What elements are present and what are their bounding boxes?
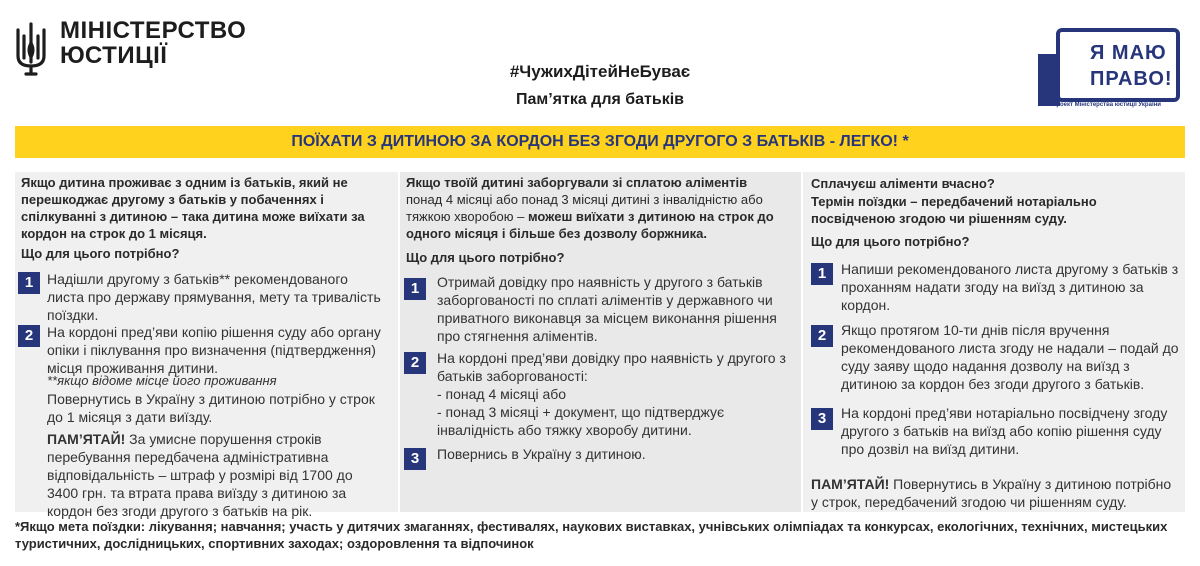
col2-step3-number: 3	[404, 448, 426, 470]
col3-needed: Що для цього потрібно?	[811, 234, 970, 249]
headline-banner: ПОЇХАТИ З ДИТИНОЮ ЗА КОРДОН БЕЗ ЗГОДИ ДРУГОГО З БАТЬКІВ - ЛЕГКО! *	[15, 126, 1185, 158]
col3-step3-number: 3	[811, 408, 833, 430]
col3-step1-number: 1	[811, 263, 833, 285]
col2-intro-bold-1: Якщо твоїй дитині заборгували зі сплатою аліментів	[406, 175, 748, 190]
col3-step3-text: На кордоні пред’яви нотаріально посвідчену згоду другого з батьків на виїзд або копію рішення суду про дозвіл на виїзд дитини.	[841, 405, 1168, 457]
col2-intro-bold-2: можеш виїхати з дитиною на строк до одного місяця і більше без дозволу боржника.	[406, 209, 774, 241]
column-one-parent	[15, 172, 398, 519]
col3-step2-text: Якщо протягом 10-ти днів після вручення рекомендованого листа згоду не надали – подай до суду заяву щодо надання дозволу на виїзд з дитиною за кордон без згоди другого з батьків.	[841, 322, 1179, 392]
col3-step1-text: Напиши рекомендованого листа другому з батьків з проханням надати згоду на виїзд з дитиною за кордон.	[841, 261, 1179, 313]
ministry-name	[60, 18, 246, 68]
col3-remember	[811, 475, 1181, 511]
column-alimony-paid	[803, 172, 1185, 512]
col1-step1-text: Надішли другому з батьків** рекомендованого листа про державу прямування, мету та тривалість поїздки.	[47, 271, 381, 323]
col1-step2-number: 2	[18, 325, 40, 347]
col2-step2-number: 2	[404, 352, 426, 374]
logo-frame	[1056, 28, 1180, 102]
page-subtitle: Пам’ятка для батьків	[515, 91, 685, 108]
col1-step2-text: На кордоні пред’яви копію рішення суду або органу опіки і піклування про визначення (підтвердження) місця проживання дитини.	[47, 324, 381, 376]
col2-needed: Що для цього потрібно?	[406, 250, 565, 265]
col2-step2-item-a: - понад 4 місяці або	[437, 386, 567, 402]
col2-step1-text: Отримай довідку про наявність у другого з батьків заборгованості по сплаті аліментів у державного чи приватного виконавця за місцем виконання рішення про стягнення аліментів.	[437, 274, 777, 344]
hashtag: #ЧужихДітейНеБуває	[509, 62, 691, 81]
page-header	[0, 0, 1200, 120]
col1-step2-note: **якщо відоме місце його проживання	[47, 373, 277, 388]
col3-remember-label: ПАМ’ЯТАЙ!	[811, 476, 890, 492]
project-logo	[1038, 24, 1188, 114]
col1-intro: Якщо дитина проживає з одним із батьків, який не перешкоджає другому з батьків у побаченнях і спілкуванні з дитиною – така дитина може виїхати за кордон на строк до 1 місяця.	[21, 175, 365, 241]
footnote: *Якщо мета поїздки: лікування; навчання; участь у дитячих змаганнях, фестивалях, наукових виставках, учнівських олімпіадах та конкурсах, екологічних, технічних, мистецьких туристичних, дослідницьких, спортивних заходах; оздоровлення та відпочинок	[15, 519, 1168, 551]
col1-remember-text: За умисне порушення строків перебування передбачена адміністративна відповідальність – штраф у розмірі від 1700 до 3400 грн. та втрата права виїзду з дитиною за кордон без згоди другого з батьків на рік.	[47, 431, 353, 519]
col3-intro-question: Сплачуєш аліменти вчасно?	[811, 176, 995, 191]
col3-remember-text: Повернутись в Україну з дитиною потрібно у строк, передбачений згодою чи рішенням суду.	[811, 476, 1172, 510]
col1-step1-number: 1	[18, 272, 40, 294]
col3-step2-number: 2	[811, 325, 833, 347]
logo-line-2: ПРАВО!	[1090, 68, 1173, 90]
col2-step2-text: На кордоні пред’яви довідку про наявність у другого з батьків заборгованості:	[437, 350, 786, 384]
col3-intro-term: Термін поїздки – передбачений нотаріально посвідченою згодою чи рішенням суду.	[811, 194, 1097, 226]
col2-step2-item-b: - понад 3 місяці + документ, що підтверджує інвалідність або тяжку хворобу дитини.	[437, 404, 725, 438]
col1-remember	[47, 430, 387, 520]
col1-needed: Що для цього потрібно?	[21, 246, 180, 261]
col2-intro-normal: понад 4 місяці або понад 3 місяці дитині з інвалідністю або тяжкою хворобою –	[406, 192, 763, 224]
col1-return-note: Повернутись в Україну з дитиною потрібно у строк до 1 місяця з дати виїзду.	[47, 391, 375, 425]
ministry-line-1: МІНІСТЕРСТВО	[60, 17, 247, 44]
col2-step3-text: Повернись в Україну з дитиною.	[437, 446, 646, 462]
logo-caption: Проект Міністерства юстиції України	[1052, 102, 1161, 108]
logo-line-1: Я МАЮ	[1090, 42, 1167, 64]
column-alimony-debt	[400, 172, 801, 512]
col2-intro	[406, 174, 786, 242]
ministry-line-2: ЮСТИЦІЇ	[60, 42, 168, 69]
col1-remember-label: ПАМ’ЯТАЙ!	[47, 431, 126, 447]
col2-step1-number: 1	[404, 278, 426, 300]
